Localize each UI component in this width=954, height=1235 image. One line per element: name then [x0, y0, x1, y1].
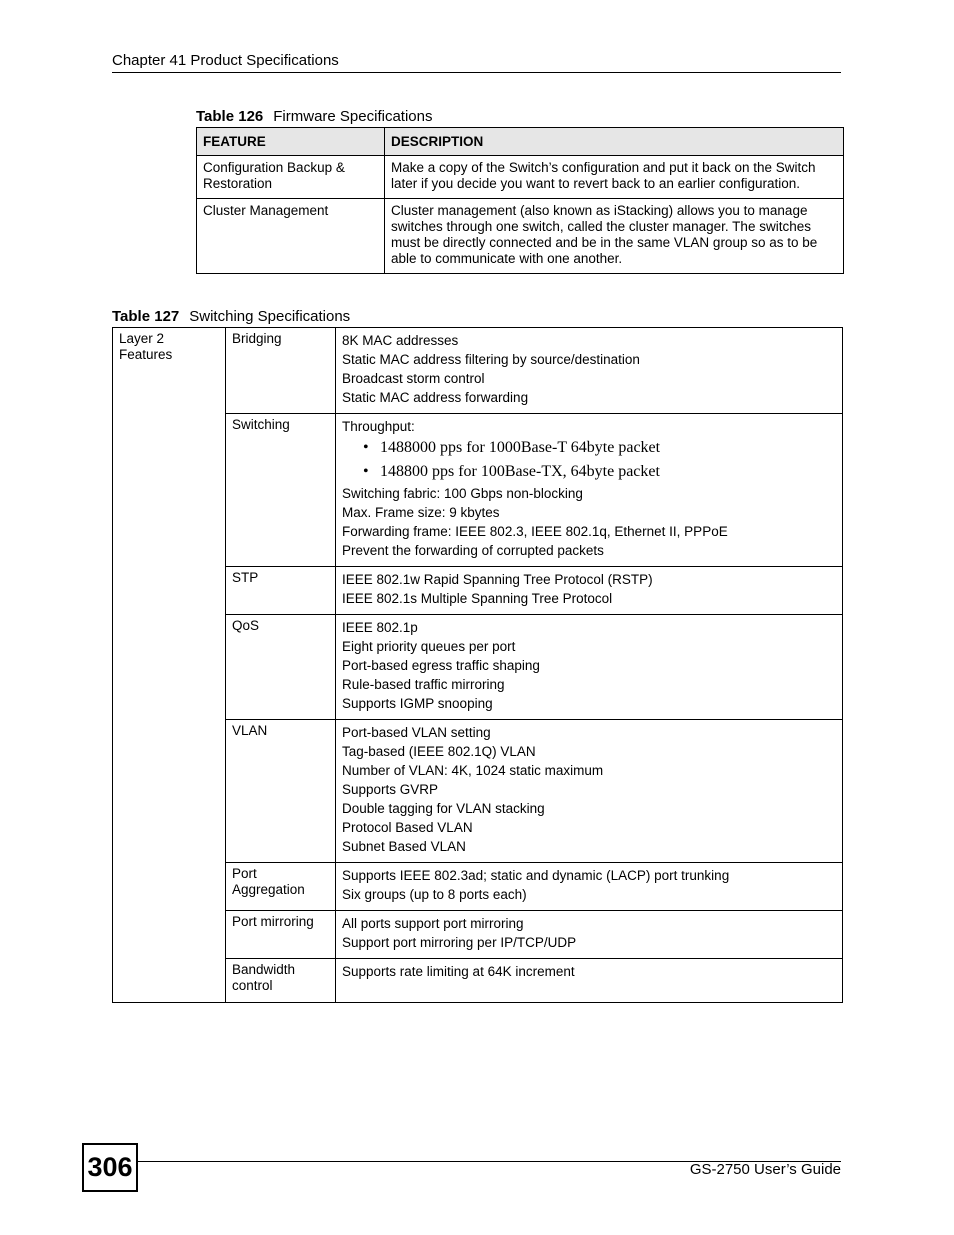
- detail-line: Rule-based traffic mirroring: [342, 677, 505, 692]
- detail-line: IEEE 802.1s Multiple Spanning Tree Protocol: [342, 591, 613, 606]
- detail-line: Support port mirroring per IP/TCP/UDP: [342, 935, 577, 950]
- category-cell: Layer 2 Features: [113, 328, 226, 1003]
- detail-line: All ports support port mirroring: [342, 916, 524, 931]
- description-column-header: DESCRIPTION: [385, 128, 844, 156]
- feature-name-cell: Switching: [226, 414, 336, 567]
- guide-title: GS-2750 User’s Guide: [689, 1161, 841, 1178]
- table-row: [197, 156, 844, 199]
- detail-line: Supports rate limiting at 64K increment: [342, 964, 575, 979]
- detail-line: Max. Frame size: 9 kbytes: [342, 505, 500, 520]
- detail-line: Supports GVRP: [342, 782, 439, 797]
- chapter-header: Chapter 41 Product Specifications: [112, 52, 339, 69]
- feature-name-cell: VLAN: [226, 720, 336, 863]
- detail-line: Prevent the forwarding of corrupted packets: [342, 543, 604, 558]
- bullet-list: [342, 436, 836, 484]
- feature-cell: Configuration Backup & Restoration: [197, 156, 385, 199]
- detail-line: 8K MAC addresses: [342, 333, 459, 348]
- description-cell: Cluster management (also known as iStacking) allows you to manage switches through one switch, called the cluster manager. The switches must be directly connected and be in the same VLAN group so as to be able to communicate with one another.: [385, 199, 844, 274]
- page-number: 306: [82, 1143, 138, 1192]
- detail-line: IEEE 802.1p: [342, 620, 418, 635]
- feature-column-header: FEATURE: [197, 128, 385, 156]
- feature-name-cell: Port mirroring: [226, 911, 336, 959]
- detail-line: Switching fabric: 100 Gbps non-blocking: [342, 486, 583, 501]
- bullet-item: • 1488000 pps for 1000Base-T 64byte packet: [342, 436, 836, 460]
- detail-line: Eight priority queues per port: [342, 639, 516, 654]
- detail-line: Protocol Based VLAN: [342, 820, 473, 835]
- feature-name-cell: Bandwidth control: [226, 959, 336, 1003]
- table-126-caption: [196, 108, 432, 125]
- feature-details-cell: [336, 615, 843, 720]
- detail-line: Broadcast storm control: [342, 371, 485, 386]
- detail-line: Six groups (up to 8 ports each): [342, 887, 527, 902]
- detail-line: Static MAC address forwarding: [342, 390, 529, 405]
- detail-line: Supports IEEE 802.3ad; static and dynamic (LACP) port trunking: [342, 868, 730, 883]
- feature-details-cell: [336, 720, 843, 863]
- feature-details-cell: [336, 414, 843, 567]
- detail-line: IEEE 802.1w Rapid Spanning Tree Protocol (RSTP): [342, 572, 653, 587]
- feature-details-cell: [336, 567, 843, 615]
- detail-line: Port-based egress traffic shaping: [342, 658, 540, 673]
- feature-details-cell: [336, 911, 843, 959]
- detail-line: Forwarding frame: IEEE 802.3, IEEE 802.1q, Ethernet II, PPPoE: [342, 524, 728, 539]
- description-cell: Make a copy of the Switch’s configuration and put it back on the Switch later if you decide you want to revert back to an earlier configuration.: [385, 156, 844, 199]
- switching-specifications-table: [112, 327, 843, 1003]
- detail-line: Subnet Based VLAN: [342, 839, 466, 854]
- table-127-label: Table 127: [112, 308, 180, 325]
- table-126-label: Table 126: [196, 108, 264, 125]
- firmware-specifications-table: [196, 127, 844, 274]
- table-127-caption: [112, 308, 350, 325]
- feature-name-cell: Port Aggregation: [226, 863, 336, 911]
- detail-line: Number of VLAN: 4K, 1024 static maximum: [342, 763, 604, 778]
- feature-cell: Cluster Management: [197, 199, 385, 274]
- detail-line: Double tagging for VLAN stacking: [342, 801, 545, 816]
- header-divider: [112, 72, 841, 73]
- feature-details-cell: [336, 863, 843, 911]
- table-126-title: Firmware Specifications: [273, 108, 433, 125]
- detail-line: Tag-based (IEEE 802.1Q) VLAN: [342, 744, 536, 759]
- bullet-item: • 148800 pps for 100Base-TX, 64byte packet: [342, 460, 836, 484]
- detail-line: Port-based VLAN setting: [342, 725, 491, 740]
- feature-details-cell: [336, 959, 843, 1003]
- feature-details-cell: [336, 328, 843, 414]
- detail-line: Supports IGMP snooping: [342, 696, 493, 711]
- table-header-row: [197, 128, 844, 156]
- table-127-title: Switching Specifications: [189, 308, 351, 325]
- detail-line: Throughput:: [342, 419, 415, 434]
- detail-line: Static MAC address filtering by source/destination: [342, 352, 640, 367]
- feature-name-cell: STP: [226, 567, 336, 615]
- table-row: [197, 199, 844, 274]
- feature-name-cell: Bridging: [226, 328, 336, 414]
- table-row: [113, 328, 843, 414]
- feature-name-cell: QoS: [226, 615, 336, 720]
